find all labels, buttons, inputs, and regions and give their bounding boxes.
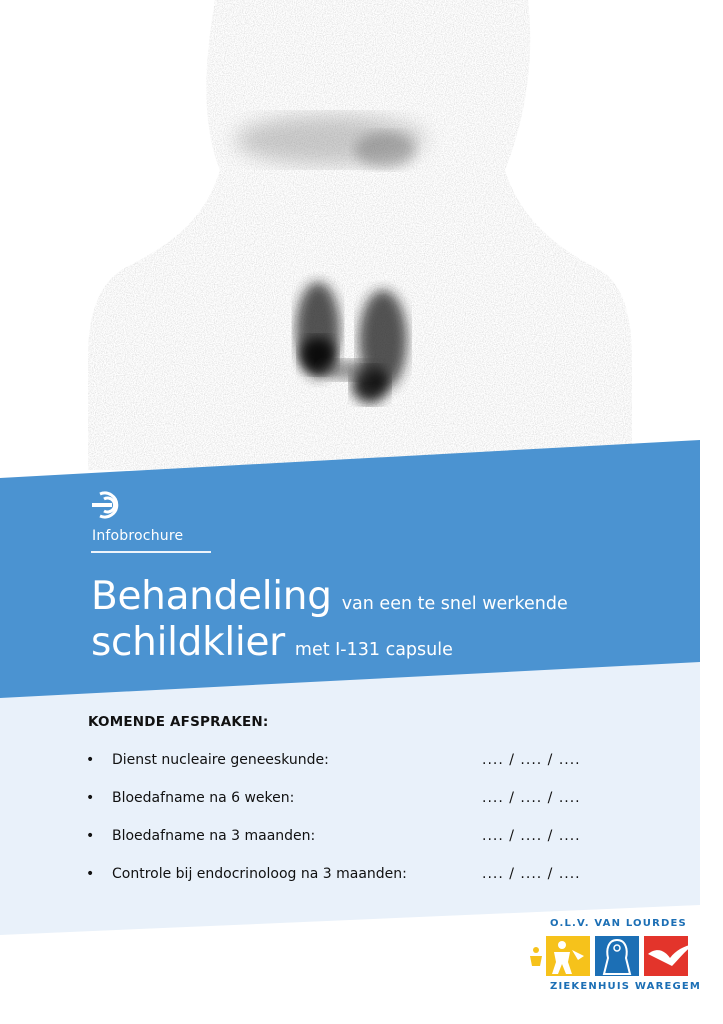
label-underline <box>91 551 211 553</box>
hospital-logo-icon <box>528 932 698 978</box>
title-sub-2: met I-131 capsule <box>294 640 453 660</box>
title-sub-1: van een te snel werkende <box>341 594 568 614</box>
title-main-1: Behandeling <box>91 574 332 619</box>
list-item <box>86 826 626 864</box>
list-item <box>86 750 626 788</box>
appointment-date-field: .... / .... / .... <box>482 828 581 844</box>
appointment-date-field: .... / .... / .... <box>482 752 581 768</box>
list-item <box>86 864 626 902</box>
appointments-list <box>86 750 626 902</box>
logo-top-text: O.L.V. VAN LOURDES <box>550 918 687 929</box>
hospital-logo <box>528 918 702 998</box>
appointment-label: Bloedafname na 6 weken: <box>112 790 295 806</box>
appointment-date-field: .... / .... / .... <box>482 866 581 882</box>
title-line-2 <box>91 620 453 665</box>
scintigraphy-logo-icon <box>90 490 126 520</box>
bullet-icon: • <box>86 790 95 806</box>
bullet-icon: • <box>86 828 95 844</box>
brochure-type-label: Infobrochure <box>92 528 184 544</box>
appointment-label: Bloedafname na 3 maanden: <box>112 828 316 844</box>
title-main-2: schildklier <box>91 620 285 665</box>
appointment-date-field: .... / .... / .... <box>482 790 581 806</box>
logo-bottom-text: ZIEKENHUIS WAREGEM <box>550 981 702 992</box>
appointment-label: Dienst nucleaire geneeskunde: <box>112 752 329 768</box>
list-item <box>86 788 626 826</box>
bullet-icon: • <box>86 752 95 768</box>
appointments-heading: KOMENDE AFSPRAKEN: <box>88 714 269 730</box>
title-line-1 <box>91 574 568 619</box>
bullet-icon: • <box>86 866 95 882</box>
appointment-label: Controle bij endocrinoloog na 3 maanden: <box>112 866 407 882</box>
